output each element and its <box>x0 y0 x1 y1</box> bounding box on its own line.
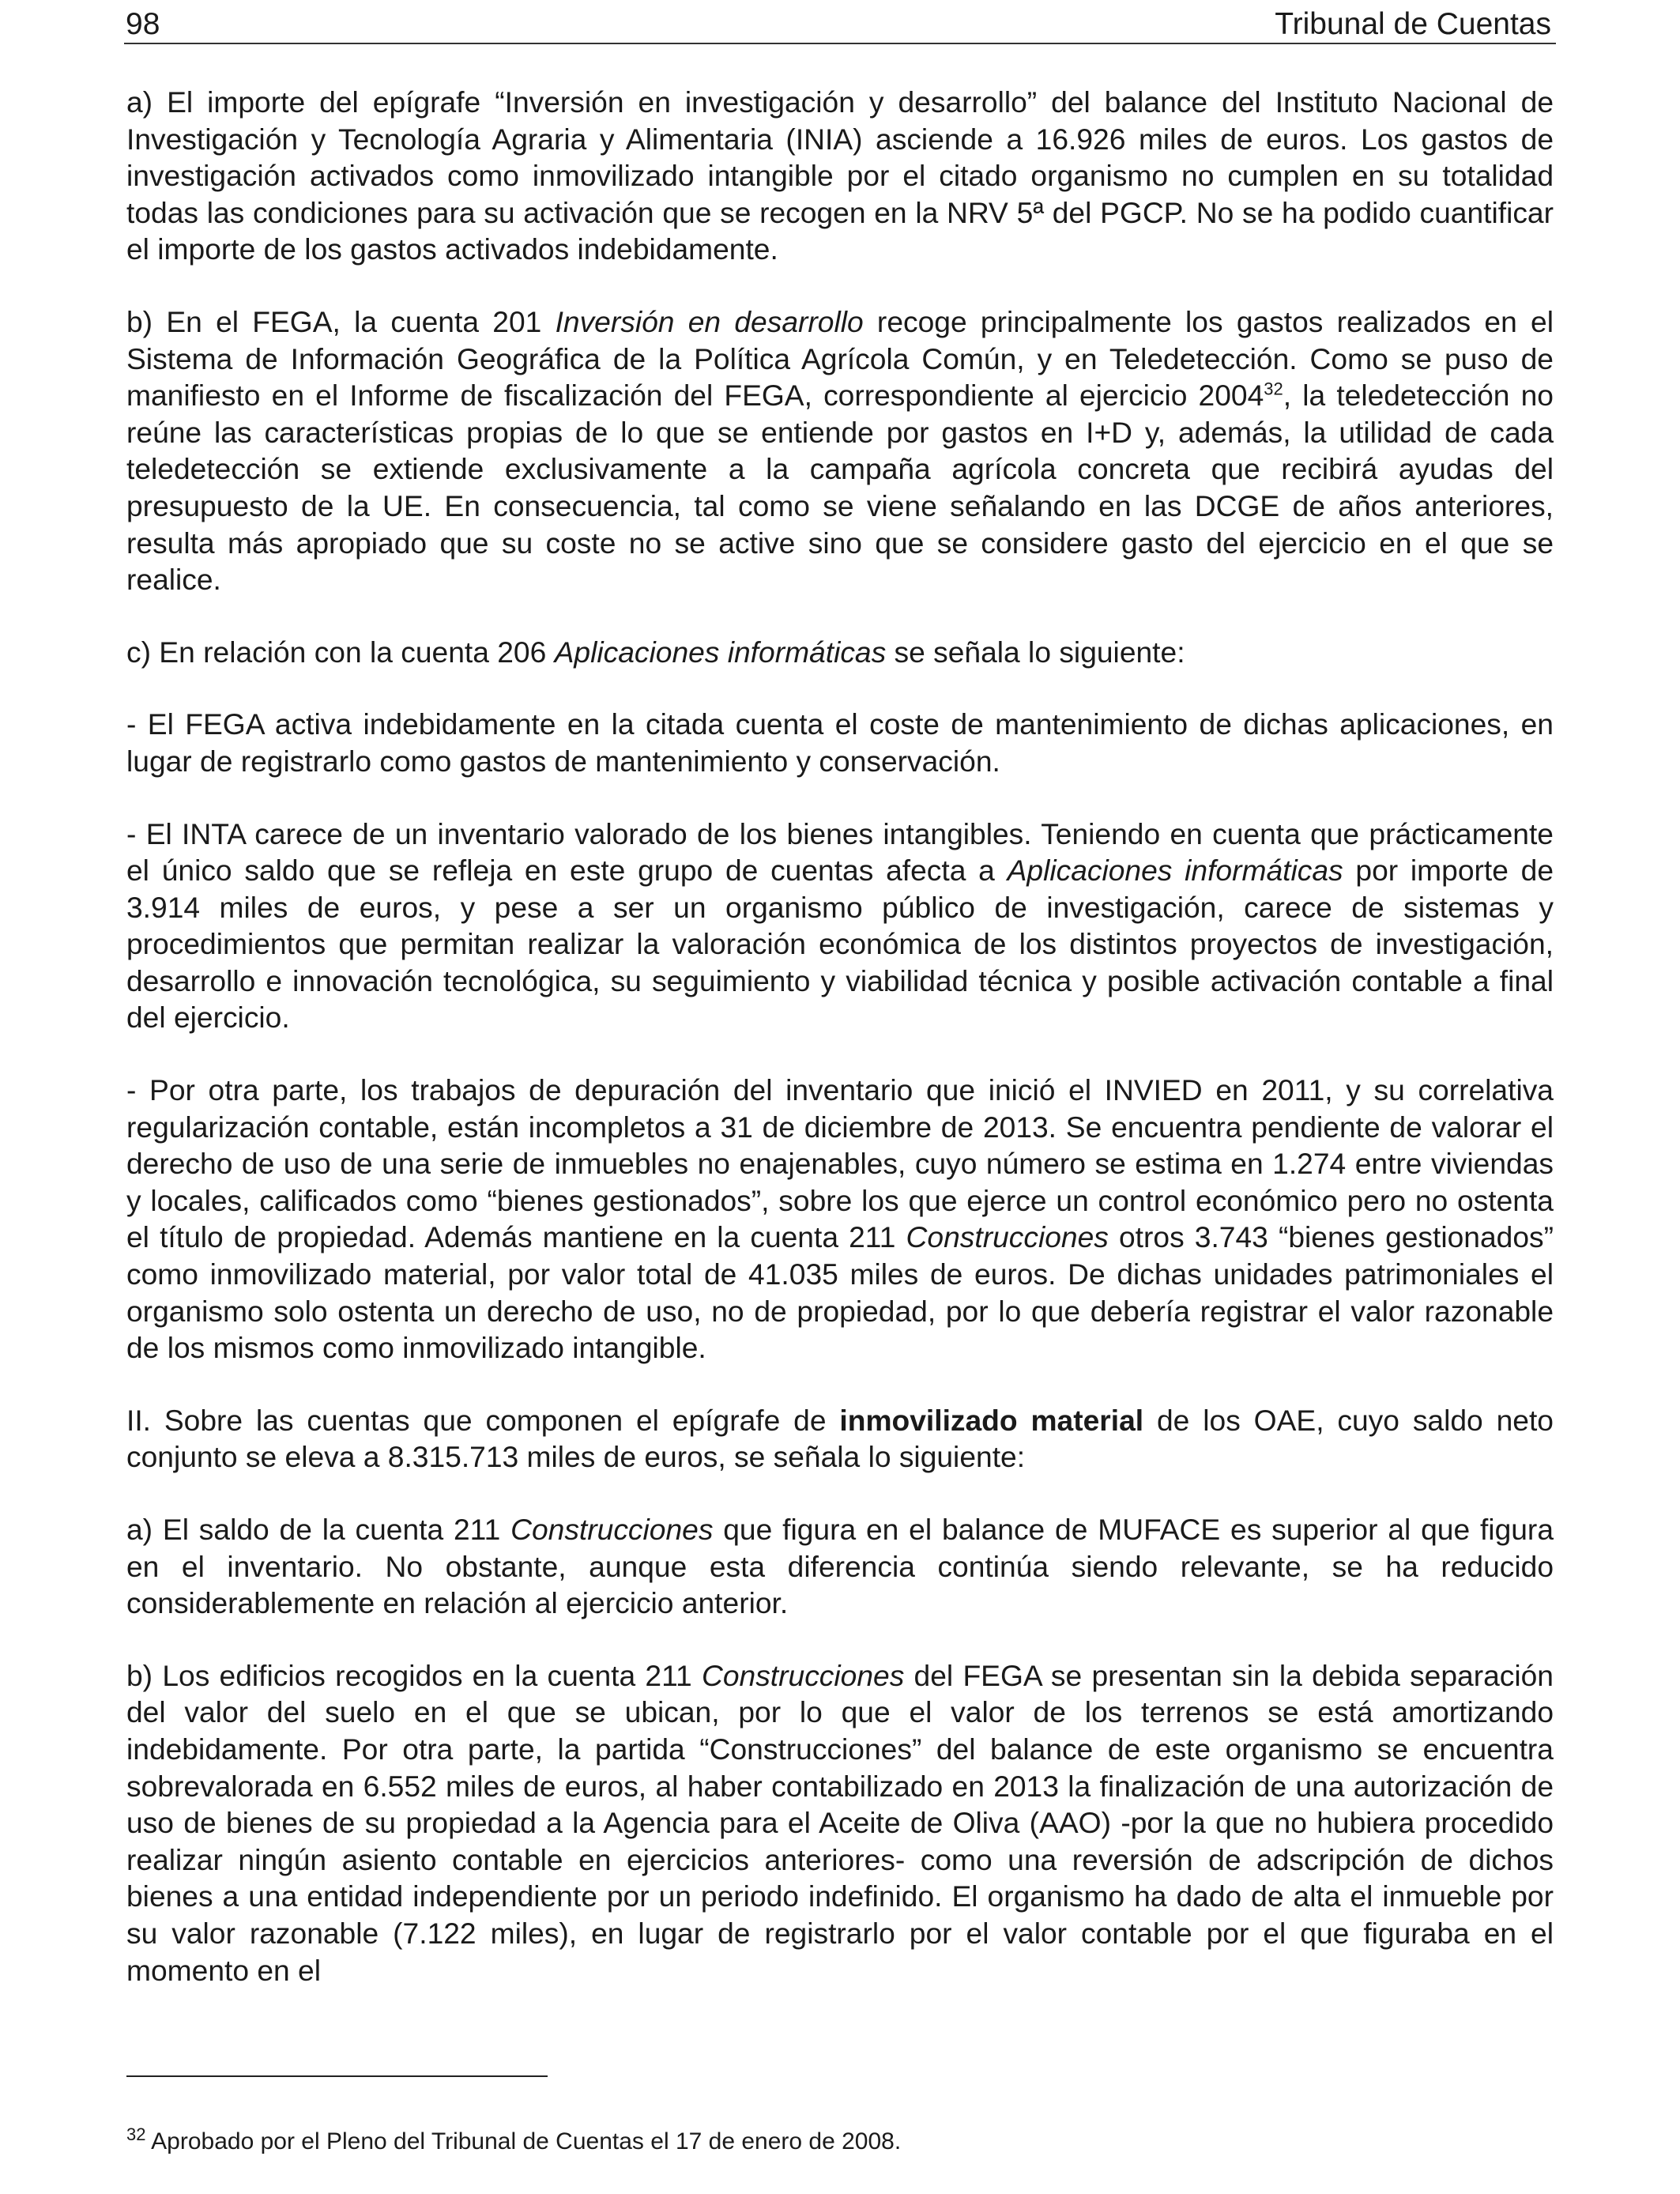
paragraph-inta: - El INTA carece de un inventario valorado de los bienes intangibles. Teniendo en cuenta que prácticamente el único saldo que se refleja en este grupo de cuentas afecta a Aplicaciones informáticas por importe de 3.914 miles de euros, y pese a ser un organismo público de investigación, carece de sistemas y procedimientos que permitan realizar la valoración económica de los distintos proyectos de investigación, desarrollo e innovación tecnológica, su seguimiento y viabilidad técnica y posible activación contable a final del ejercicio. <box>126 816 1554 1035</box>
footnote-marker: 32 <box>126 2124 146 2144</box>
paragraph-inmovilizado-material: II. Sobre las cuentas que componen el epígrafe de inmovilizado material de los OAE, cuyo saldo neto conjunto se eleva a 8.315.713 miles de euros, se señala lo siguiente: <box>126 1403 1554 1474</box>
footnote <box>126 2126 901 2158</box>
header-title: Tribunal de Cuentas <box>1275 7 1551 41</box>
paragraph-muface: a) El saldo de la cuenta 211 Construcciones que figura en el balance de MUFACE es superior al que figura en el inventario. No obstante, aunque esta diferencia continúa siendo relevante, se ha reducido considerablemente en relación al ejercicio anterior. <box>126 1513 1554 1620</box>
paragraph-fega-inversion: b) En el FEGA, la cuenta 201 Inversión en desarrollo recoge principalmente los gastos realizados en el Sistema de Información Geográfica de la Política Agrícola Común, y en Teledetección. Como se puso de manifiesto en el Informe de fiscalización del FEGA, correspondiente al ejercicio 2004$^{32}$, la teledetección no reúne las características propias de lo que se entiende por gastos en I+D y, además, la utilidad de cada teledetección se extiende exclusivamente a la campaña agrícola concreta que recibirá ayudas del presupuesto de la UE. En consecuencia, tal como se viene señalando en las DCGE de años anteriores, resulta más apropiado que su coste no se active sino que se considere gasto del ejercicio en el que se realice. <box>126 304 1554 597</box>
paragraph-fega-edificios: b) Los edificios recogidos en la cuenta 211 Construcciones del FEGA se presentan sin la debida separación del valor del suelo en el que se ubican, por lo que el valor de los terrenos se está amortizando indebidamente. Por otra parte, la partida “Construcciones” del balance de este organismo se encuentra sobrevalorada en 6.552 miles de euros, al haber contabilizado en 2013 la finalización de una autorización de uso de bienes de su propiedad a la Agencia para el Aceite de Oliva (AAO) -por la que no hubiera procedido realizar ningún asiento contable en ejercicios anteriores- como una reversión de adscripción de dichos bienes a una entidad independiente por un periodo indefinido. El organismo ha dado de alta el inmueble por su valor razonable (7.122 miles), en lugar de registrarlo por el valor contable por el que figuraba en el momento en el <box>126 1658 1554 1987</box>
paragraph-aplicaciones: c) En relación con la cuenta 206 Aplicaciones informáticas se señala lo siguiente: <box>126 635 1185 669</box>
footnote-reference[interactable]: 32 <box>1264 379 1283 399</box>
page-header <box>124 6 1556 44</box>
paragraph-invied: - Por otra parte, los trabajos de depuración del inventario que inició el INVIED en 2011, y su correlativa regularización contable, están incompletos a 31 de diciembre de 2013. Se encuentra pendiente de valorar el derecho de uso de una serie de inmuebles no enajenables, cuyo número se estima en 1.274 entre viviendas y locales, calificados como “bienes gestionados”, sobre los que ejerce un control económico pero no ostenta el título de propiedad. Además mantiene en la cuenta 211 Construcciones otros 3.743 “bienes gestionados” como inmovilizado material, por valor total de 41.035 miles de euros. De dichas unidades patrimoniales el organismo solo ostenta un derecho de uso, no de propiedad, por lo que debería registrar el valor razonable de los mismos como inmovilizado intangible. <box>126 1073 1554 1365</box>
paragraph-inia: a) El importe del epígrafe “Inversión en investigación y desarrollo” del balance del Instituto Nacional de Investigación y Tecnología Agraria y Alimentaria (INIA) asciende a 16.926 miles de euros. Los gastos de investigación activados como inmovilizado intangible por el citado organismo no cumplen en su totalidad todas las condiciones para su activación que se recogen en la NRV 5ª del PGCP. No se ha podido cuantificar el importe de los gastos activados indebidamente. <box>126 85 1554 266</box>
document-body <box>126 84 1554 2024</box>
paragraph-fega-mantenimiento: - El FEGA activa indebidamente en la citada cuenta el coste de mantenimiento de dichas aplicaciones, en lugar de registrarlo como gastos de mantenimiento y conservación. <box>126 707 1554 778</box>
page-number: 98 <box>126 7 160 41</box>
footnote-text: Aprobado por el Pleno del Tribunal de Cuentas el 17 de enero de 2008. <box>145 2128 902 2154</box>
footnote-divider <box>126 2075 548 2077</box>
